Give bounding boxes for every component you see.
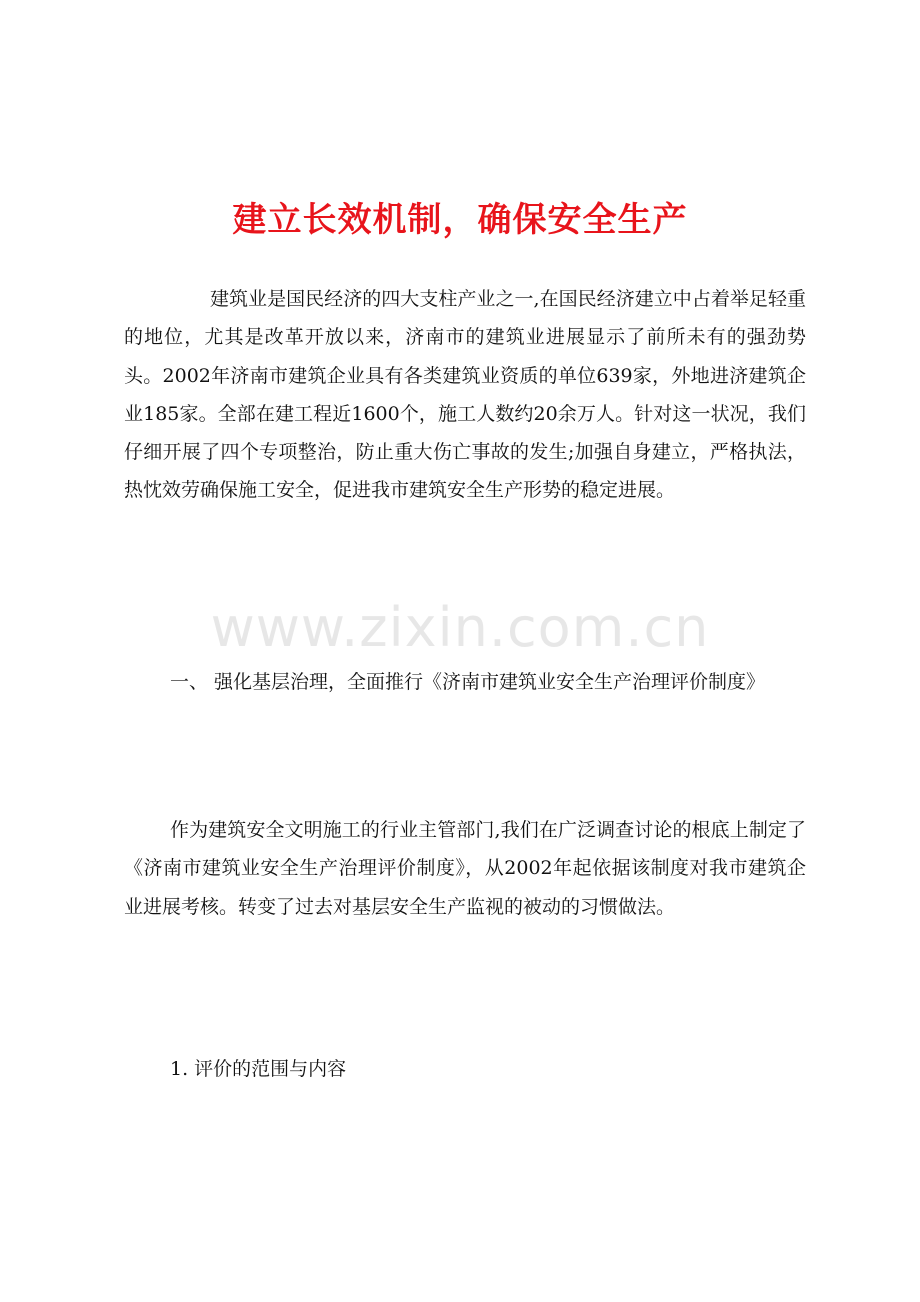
section-heading-1: 一、 强化基层治理，全面推行《济南市建筑业安全生产治理评价制度》 <box>170 671 766 693</box>
subsection-heading-1: 1. 评价的范围与内容 <box>170 1058 347 1080</box>
paragraph-section-1: 作为建筑安全文明施工的行业主管部门,我们在广泛调查讨论的根底上制定了《济南市建筑业安全生产治理评价制度》，从2002年起依据该制度对我市建筑企业进展考核。转变了过去对基层安全生产监视的被动的习惯做法。 <box>124 819 806 918</box>
paragraph-intro: 建筑业是国民经济的四大支柱产业之一,在国民经济建立中占着举足轻重的地位，尤其是改革开放以来，济南市的建筑业进展显示了前所未有的强劲势头。2002年济南市建筑企业具有各类建筑业资质的单位639家，外地进济建筑企业185家。全部在建工程近1600个，施工人数约20余万人。针对这一状况，我们仔细开展了四个专项整治，防止重大伤亡事故的发生;加强自身建立，严格执法，热忱效劳确保施工安全，促进我市建筑安全生产形势的稳定进展。 <box>124 288 806 502</box>
document-title: 建立长效机制，确保安全生产 <box>232 200 688 240</box>
watermark-text: www.zixin.com.cn <box>210 596 710 659</box>
